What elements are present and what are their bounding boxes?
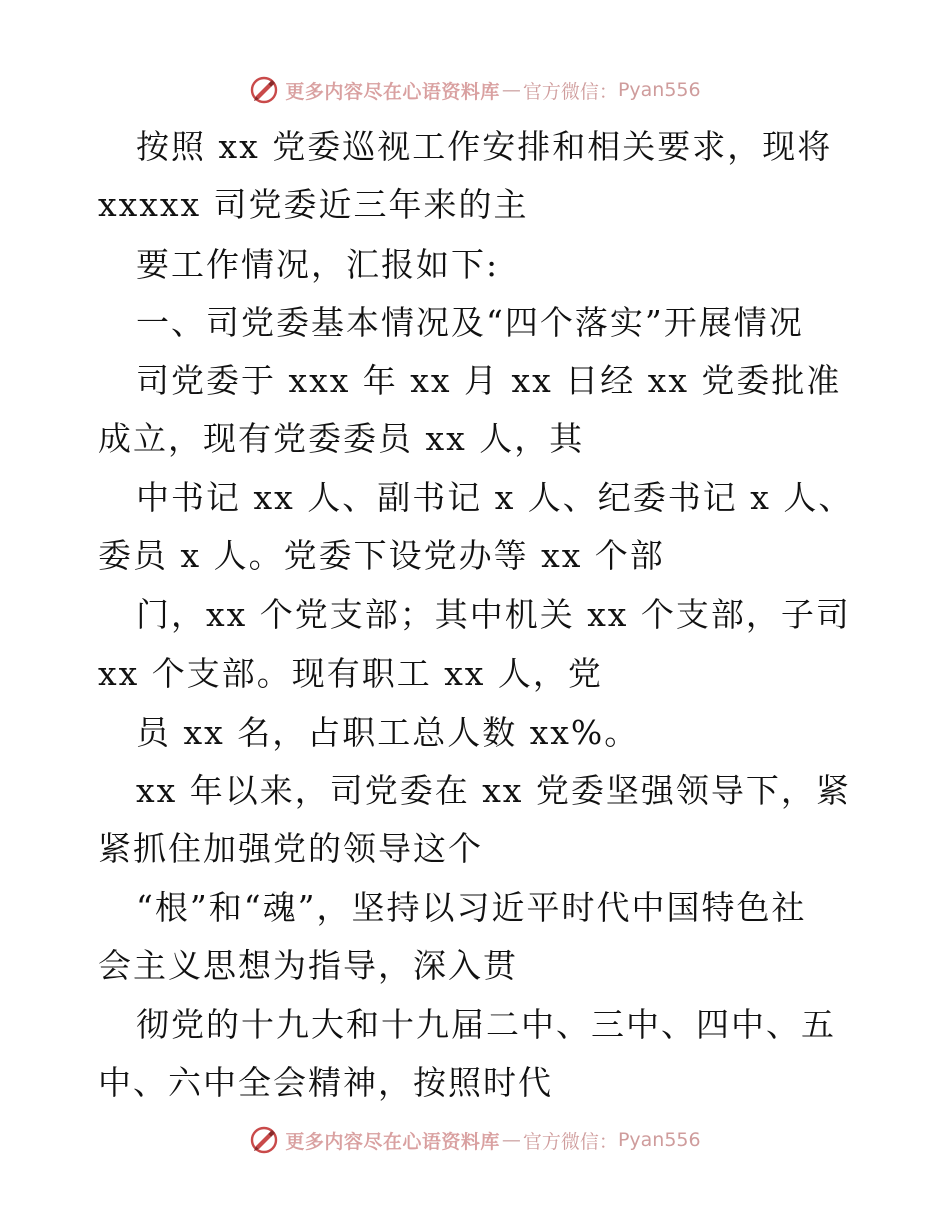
watermark-brand-text: 更多内容尽在心语资料库 bbox=[285, 1130, 500, 1153]
watermark-wechat-id: Pyan556 bbox=[617, 1129, 701, 1151]
pen-circle-logo-icon bbox=[249, 75, 279, 105]
text-line: 司党委于 xxx 年 xx 月 xx 日经 xx 党委批准 bbox=[136, 361, 842, 400]
watermark-wechat-id: Pyan556 bbox=[617, 79, 701, 101]
text-line: “根”和“魂”，坚持以习近平时代中国特色社 bbox=[136, 888, 807, 927]
watermark-dash: — bbox=[501, 1129, 521, 1151]
section-heading: 一、司党委基本情况及“四个落实”开展情况 bbox=[136, 303, 804, 342]
text-line: 员 xx 名，占职工总人数 xx%。 bbox=[136, 713, 640, 752]
text-line: 要工作情况，汇报如下: bbox=[136, 245, 500, 284]
text-line: 中、六中全会精神，按照时代 bbox=[98, 1063, 553, 1102]
header-watermark bbox=[0, 72, 950, 108]
pen-circle-logo-icon bbox=[249, 1125, 279, 1155]
text-line: xxxxx 司党委近三年来的主 bbox=[98, 185, 529, 224]
footer-watermark bbox=[0, 1122, 950, 1158]
watermark-dash: — bbox=[501, 79, 521, 101]
text-line: 门，xx 个党支部；其中机关 xx 个支部，子司 bbox=[136, 595, 851, 634]
text-line: 会主义思想为指导，深入贯 bbox=[98, 946, 518, 985]
text-line: 紧抓住加强党的领导这个 bbox=[98, 829, 483, 868]
watermark-official-label: 官方微信： bbox=[522, 80, 618, 103]
text-line: xx 年以来，司党委在 xx 党委坚强领导下，紧 bbox=[136, 771, 851, 810]
text-line: 委员 x 人。党委下设党办等 xx 个部 bbox=[98, 536, 665, 575]
watermark-official-label: 官方微信： bbox=[522, 1130, 618, 1153]
watermark-brand-text: 更多内容尽在心语资料库 bbox=[285, 80, 500, 103]
text-line: 中书记 xx 人、副书记 x 人、纪委书记 x 人、 bbox=[136, 478, 854, 517]
text-line: xx 个支部。现有职工 xx 人，党 bbox=[98, 654, 603, 693]
text-line: 成立，现有党委委员 xx 人，其 bbox=[98, 419, 585, 458]
text-line: 按照 xx 党委巡视工作安排和相关要求，现将 bbox=[136, 127, 833, 166]
text-line: 彻党的十九大和十九届二中、三中、四中、五 bbox=[136, 1005, 836, 1044]
